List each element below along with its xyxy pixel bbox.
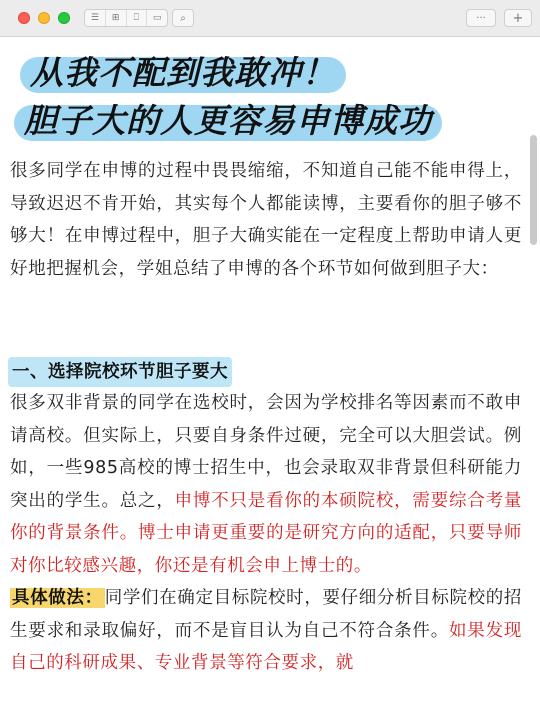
section-body bbox=[10, 387, 522, 680]
document-content bbox=[0, 37, 540, 720]
hero-title-line2: 胆子大的人更容易申博成功 bbox=[14, 99, 442, 143]
method-text: 同学们在确定目标院校时，要仔细分析目标院校的招生要求和录取偏好，而不是盲目认为自己不符合条件。 bbox=[10, 588, 523, 641]
hero-title bbox=[14, 51, 524, 147]
hero-title-line1: 从我不配到我敢冲！ bbox=[20, 51, 346, 95]
scrollbar[interactable] bbox=[530, 135, 537, 245]
minimize-window-button[interactable] bbox=[38, 12, 50, 24]
method-highlighted-text: 如果发现自己的科研成果、专业背景等符合要求，就 bbox=[10, 620, 522, 673]
list-view-icon[interactable]: ☰ bbox=[85, 10, 106, 26]
window-titlebar bbox=[0, 0, 540, 37]
search-icon[interactable]: ⌕ bbox=[172, 9, 194, 27]
method-label: 具体做法： bbox=[12, 588, 103, 608]
section-heading: 一、选择院校环节胆子要大 bbox=[8, 357, 232, 387]
book-view-icon[interactable]: ⎕ bbox=[127, 10, 148, 26]
close-window-button[interactable] bbox=[18, 12, 30, 24]
add-button[interactable]: + bbox=[504, 9, 532, 27]
grid-view-icon[interactable]: ⊞ bbox=[106, 10, 127, 26]
window-view-icon[interactable]: ▭ bbox=[152, 13, 162, 23]
highlighted-text: 申博不只是看你的本硕院校，需要综合考量你的背景条件。博士申请更重要的是研究方向的适配，只要导师对你比较感兴趣，你还是有机会申上博士的。 bbox=[10, 490, 522, 576]
body-text: 很多双非背景的同学在选校时，会因为学校排名等因素而不敢申请高校。但实际上，只要自身条件过硬，完全可以大胆尝试。例如，一些985高校的博士招生中，也会录取双非背景但科研能力突出的学生。总之， bbox=[10, 393, 522, 511]
more-button[interactable]: ··· bbox=[466, 9, 496, 27]
zoom-window-button[interactable] bbox=[58, 12, 70, 24]
view-toggle-group bbox=[84, 9, 168, 27]
intro-paragraph: 很多同学在申博的过程中畏畏缩缩，不知道自己能不能申得上，导致迟迟不肯开始，其实每个人都能读博，主要看你的胆子够不够大！在申博过程中，胆子大确实能在一定程度上帮助申请人更好地把握机会，学姐总结了申博的各个环节如何做到胆子大： bbox=[10, 161, 522, 279]
